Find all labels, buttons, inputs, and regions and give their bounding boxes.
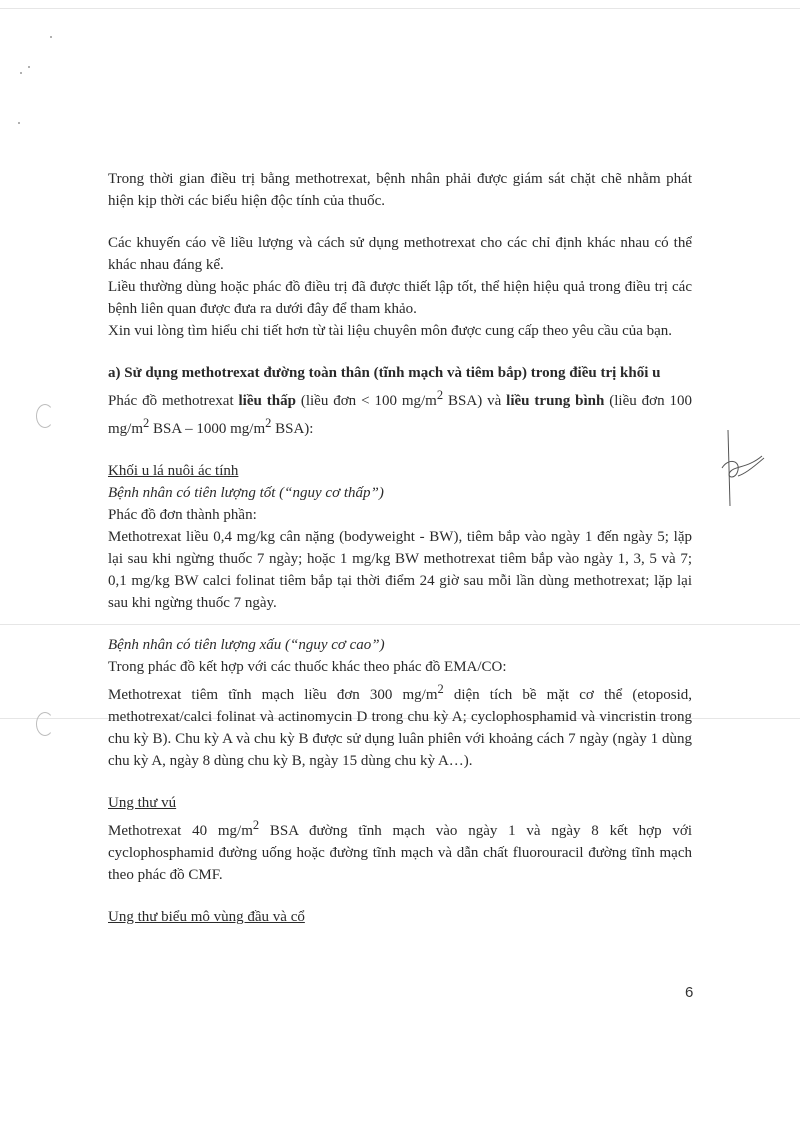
signature-mark [718,428,768,508]
tumor-subheading: Khối u lá nuôi ác tính [108,463,239,479]
regimen-dose-paragraph: Phác đồ methotrexat liều thấp (liều đơn < 100 $mg/m^2$ BSA) và liều trung bình (liều đơn 100 $mg/m^2$ BSA – 1000 $mg/m^2$ BSA): [108,388,692,437]
low-risk-heading: Bệnh nhân có tiên lượng tốt (“nguy cơ thấp”) [108,485,384,501]
scan-speck [20,72,22,74]
section-a-heading: a) Sử dụng methotrexat đường toàn thân (tĩnh mạch và tiêm bắp) trong điều trị khối u [108,365,661,381]
breast-cancer-paragraph: Methotrexat 40 $mg/m^2$ BSA đường tĩnh mạch vào ngày 1 và ngày 8 kết hợp với cyclophosphamid đường uống hoặc đường tĩnh mạch và dẫn chất fluorouracil đường tĩnh mạch theo phác đồ CMF. [108,818,692,883]
low-risk-paragraph: Methotrexat liều 0,4 mg/kg cân nặng (bodyweight - BW), tiêm bắp vào ngày 1 đến ngày 5; lặp lại sau khi ngừng thuốc 7 ngày; hoặc 1 mg/kg BW methotrexat tiêm bắp vào ngày 1, 3, 5 và 7; 0,1 mg/kg BW calci folinat tiêm bắp tại thời điểm 24 giờ sau mỗi lần dùng methotrexat; lặp lại sau khi ngừng thuốc 7 ngày. [108,529,692,611]
document-body [108,168,692,928]
scan-speck [28,66,30,68]
scan-edge-top [0,8,800,9]
breast-cancer-heading: Ung thư vú [108,795,177,811]
regimen-note: Liều thường dùng hoặc phác đồ điều trị đã được thiết lập tốt, thể hiện hiệu quả trong điều trị các bệnh liên quan được đưa ra dưới đây để tham khảo. [108,279,692,317]
combo-label: Trong phác đồ kết hợp với các thuốc khác theo phác đồ EMA/CO: [108,659,507,675]
dosage-note: Các khuyến cáo về liều lượng và cách sử dụng methotrexat cho các chỉ định khác nhau có thể khác nhau đáng kể. [108,235,692,273]
page-number: 6 [685,984,694,1001]
punch-hole [36,404,54,428]
reference-note: Xin vui lòng tìm hiểu chi tiết hơn từ tài liệu chuyên môn được cung cấp theo yêu cầu của bạn. [108,323,673,339]
intro-paragraph: Trong thời gian điều trị bằng methotrexat, bệnh nhân phải được giám sát chặt chẽ nhằm phát hiện kịp thời các biểu hiện độc tính của thuốc. [108,171,692,209]
high-risk-heading: Bệnh nhân có tiên lượng xấu (“nguy cơ cao”) [108,637,385,653]
scan-speck [18,122,20,124]
scan-speck [50,36,52,38]
monotherapy-label: Phác đồ đơn thành phần: [108,507,257,523]
punch-hole [36,712,54,736]
head-neck-heading: Ung thư biểu mô vùng đầu và cổ [108,909,305,925]
high-risk-paragraph: Methotrexat tiêm tĩnh mạch liều đơn 300 $mg/m^2$ diện tích bề mặt cơ thể (etoposid, methotrexat/calci folinat và actinomycin D trong chu kỳ A; cyclophosphamid và vincristin trong chu kỳ B). Chu kỳ A và chu kỳ B được sử dụng luân phiên với khoảng cách 7 ngày (ngày 1 dùng chu kỳ A, ngày 8 dùng chu kỳ B, ngày 15 dùng chu kỳ A…). [108,682,692,769]
